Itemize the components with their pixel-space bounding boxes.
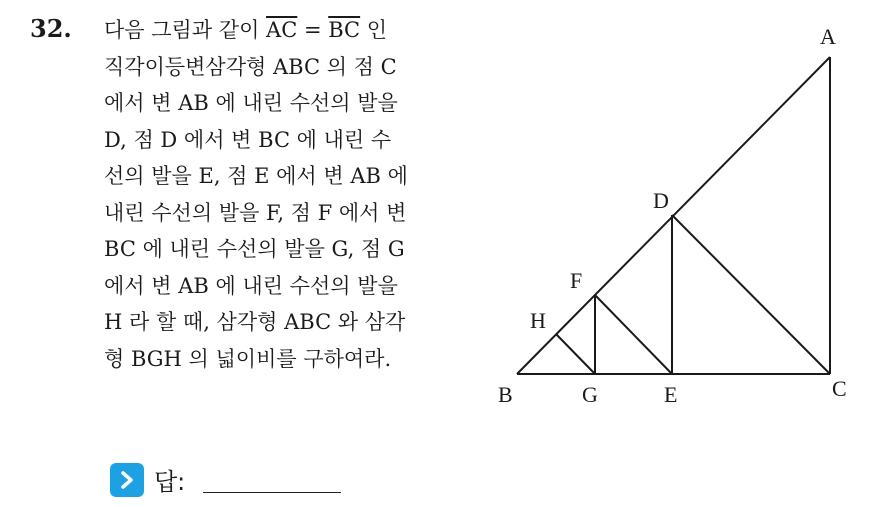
- answer-row: [110, 462, 341, 497]
- segment-gh: [556, 334, 595, 374]
- problem-line: 형 BGH 의 넓이비를 구하여라.: [104, 346, 392, 371]
- problem-text-segment: 인: [360, 18, 388, 42]
- segment-ac: $\overline{AC}$: [266, 18, 298, 42]
- segment-cd: [672, 215, 830, 374]
- problem-text-segment: 다음 그림과 같이: [104, 18, 267, 42]
- problem-line: 직각이등변삼각형 ABC 의 점 C: [104, 54, 397, 79]
- problem-line: 내린 수선의 발을 F, 점 F 에서 변: [104, 200, 407, 225]
- label-f: F: [570, 268, 583, 293]
- chevron-right-icon: [110, 463, 144, 497]
- problem-line: H 라 할 때, 삼각형 ABC 와 삼각: [104, 310, 406, 334]
- problem-line: D, 점 D 에서 변 BC 에 내린 수: [104, 127, 392, 152]
- label-e: E: [664, 382, 678, 407]
- answer-blank[interactable]: [203, 466, 341, 493]
- problem-line: 선의 발을 E, 점 E 에서 변 AB 에: [104, 164, 408, 188]
- problem-line: 에서 변 AB 에 내린 수선의 발을: [104, 273, 398, 298]
- equals-sign: =: [297, 18, 329, 42]
- label-c: C: [832, 376, 847, 401]
- label-a: A: [820, 24, 836, 49]
- label-d: D: [653, 188, 669, 213]
- label-h: H: [530, 308, 546, 333]
- problem-line: BC 에 내린 수선의 발을 G, 점 G: [104, 237, 405, 261]
- label-b: B: [498, 382, 513, 407]
- answer-label: 답:: [154, 468, 186, 496]
- segment-ef: [595, 295, 672, 374]
- segment-bc: $\overline{BC}$: [328, 18, 361, 42]
- problem-number: 32.: [30, 14, 72, 43]
- problem-line: 에서 변 AB 에 내린 수선의 발을: [104, 91, 398, 115]
- label-g: G: [582, 382, 598, 407]
